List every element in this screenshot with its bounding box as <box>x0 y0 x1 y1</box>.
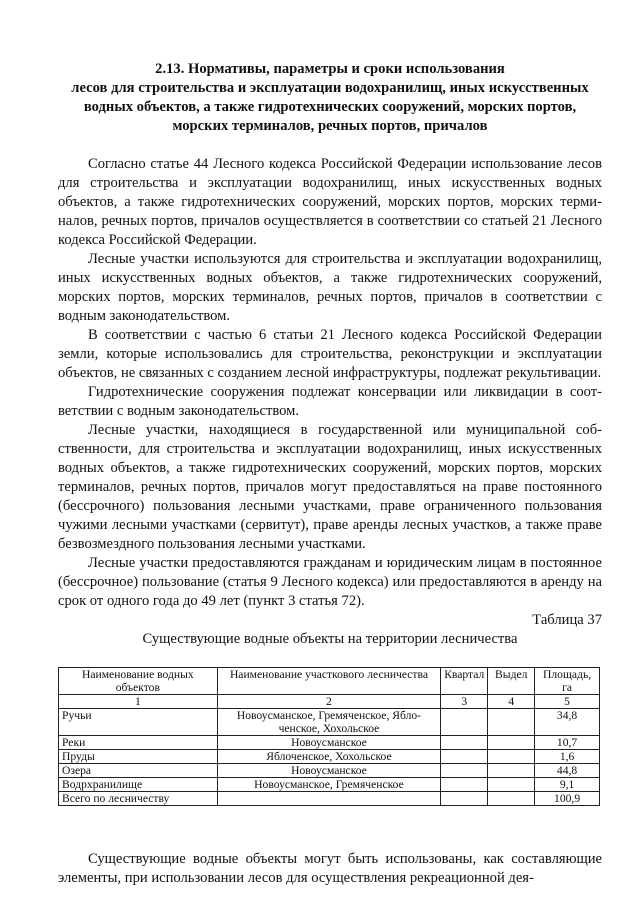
closing-paragraph: Существующие водные объекты могут быть использованы, как составляющие элементы, при использовании лесов для осуществления рекреационной дея- <box>58 851 602 886</box>
column-number: 3 <box>441 695 488 709</box>
header-cell: Квартал <box>441 668 488 695</box>
total-empty-cell <box>217 792 441 806</box>
area-cell: 44,8 <box>535 764 600 778</box>
table-total-row <box>59 792 600 806</box>
header-cell: Наименование водных объектов <box>59 668 218 695</box>
section-title-line: морских терминалов, речных портов, причалов <box>172 118 488 134</box>
paragraph: Лесные участки, находящиеся в государственной или муниципальной собственности, для строительства и эксплуатации водохранилищ, иных искусственных водных объектов, а также гидротехнических сооружений, морских портов, морских терминалов, речных портов, причалов могут предоставляться на праве постоянного (бессрочного) пользования лесными участками, праве ограниченного пользования чужими лесными участками (сервитут), праве аренды лесных участков, а также праве безвозмездного пользования лесными участками. <box>58 422 602 552</box>
table-title: Существующие водные объекты на территории лесничества <box>142 631 518 647</box>
table-row <box>59 778 600 792</box>
paragraph: В соответствии с частью 6 статьи 21 Лесного кодекса Российской Федерации земли, которые использовались для строительства, реконструкции и эксплуатации объектов, не связанных с созданием лесной инфраструктуры, подлежат рекультивации. <box>58 327 602 381</box>
quarter-cell <box>441 764 488 778</box>
header-cell: Наименование участкового лесничества <box>217 668 441 695</box>
area-cell: 9,1 <box>535 778 600 792</box>
area-cell: 34,8 <box>535 709 600 736</box>
forestry-name: Яблоченское, Хохольское <box>217 750 441 764</box>
column-number: 4 <box>488 695 535 709</box>
quarter-cell <box>441 736 488 750</box>
section-title-line: водных объектов, а также гидротехнических сооружений, морских портов, <box>83 99 577 115</box>
table-row <box>59 709 600 736</box>
spacer <box>58 806 602 850</box>
water-object-name: Реки <box>59 736 218 750</box>
paragraph: Гидротехнические сооружения подлежат консервации или ликвидации в соответствии с водным законодательством. <box>58 384 602 419</box>
allotment-cell <box>488 778 535 792</box>
allotment-cell <box>488 750 535 764</box>
column-number: 5 <box>535 695 600 709</box>
forestry-name: Новоусманское <box>217 764 441 778</box>
table-row <box>59 736 600 750</box>
header-cell: Площадь, га <box>535 668 600 695</box>
water-objects-table <box>58 667 600 806</box>
paragraph: Лесные участки используются для строительства и эксплуатации водохранилищ, иных искусственных водных объектов, а также гидротехнических сооружений, морских портов, морских терминалов, речных портов, причалов в соответствии с водным законодательством. <box>58 251 602 324</box>
table-row <box>59 750 600 764</box>
area-cell: 1,6 <box>535 750 600 764</box>
quarter-cell <box>441 750 488 764</box>
water-object-name: Озера <box>59 764 218 778</box>
paragraph: Согласно статье 44 Лесного кодекса Российской Федерации использование лесов для строительства и эксплуатации водохранилищ, иных искусственных водных объектов, а также гидротехнических сооружений, морских портов, морских терминалов, речных портов, причалов осуществляется в соответствии со статьей 21 Лесного кодекса Российской Федерации. <box>58 156 602 248</box>
allotment-cell <box>488 736 535 750</box>
column-number: 2 <box>217 695 441 709</box>
section-title-line: лесов для строительства и эксплуатации водохранилищ, иных искусственных <box>71 80 589 96</box>
quarter-cell <box>441 709 488 736</box>
document-page <box>58 60 602 888</box>
allotment-cell <box>488 709 535 736</box>
section-title-line: 2.13. Нормативы, параметры и сроки использования <box>155 61 505 77</box>
allotment-cell <box>488 764 535 778</box>
forestry-name: Новоусманское <box>217 736 441 750</box>
header-cell: Выдел <box>488 668 535 695</box>
table-number-row <box>59 695 600 709</box>
table-header-row <box>59 668 600 695</box>
total-empty-cell <box>441 792 488 806</box>
table-row <box>59 764 600 778</box>
water-object-name: Ручьи <box>59 709 218 736</box>
forestry-name: Новоусманское, Гремяченское <box>217 778 441 792</box>
column-number: 1 <box>59 695 218 709</box>
total-empty-cell <box>488 792 535 806</box>
forestry-name: Новоусманское, Гремяченское, Яблоченское, Хохольское <box>217 709 441 736</box>
quarter-cell <box>441 778 488 792</box>
area-cell: 10,7 <box>535 736 600 750</box>
water-object-name: Пруды <box>59 750 218 764</box>
total-area-cell: 100,9 <box>535 792 600 806</box>
table-number: Таблица 37 <box>532 612 602 628</box>
total-label: Всего по лесничеству <box>59 792 218 806</box>
paragraph: Лесные участки предоставляются гражданам и юридическим лицам в постоянное (бессрочное) пользование (статья 9 Лесного кодекса) или предоставляются в аренду на срок от одного года до 49 лет (пункт 3 статья 72). <box>58 555 602 609</box>
water-object-name: Водрхранилище <box>59 778 218 792</box>
section-title <box>58 60 602 136</box>
